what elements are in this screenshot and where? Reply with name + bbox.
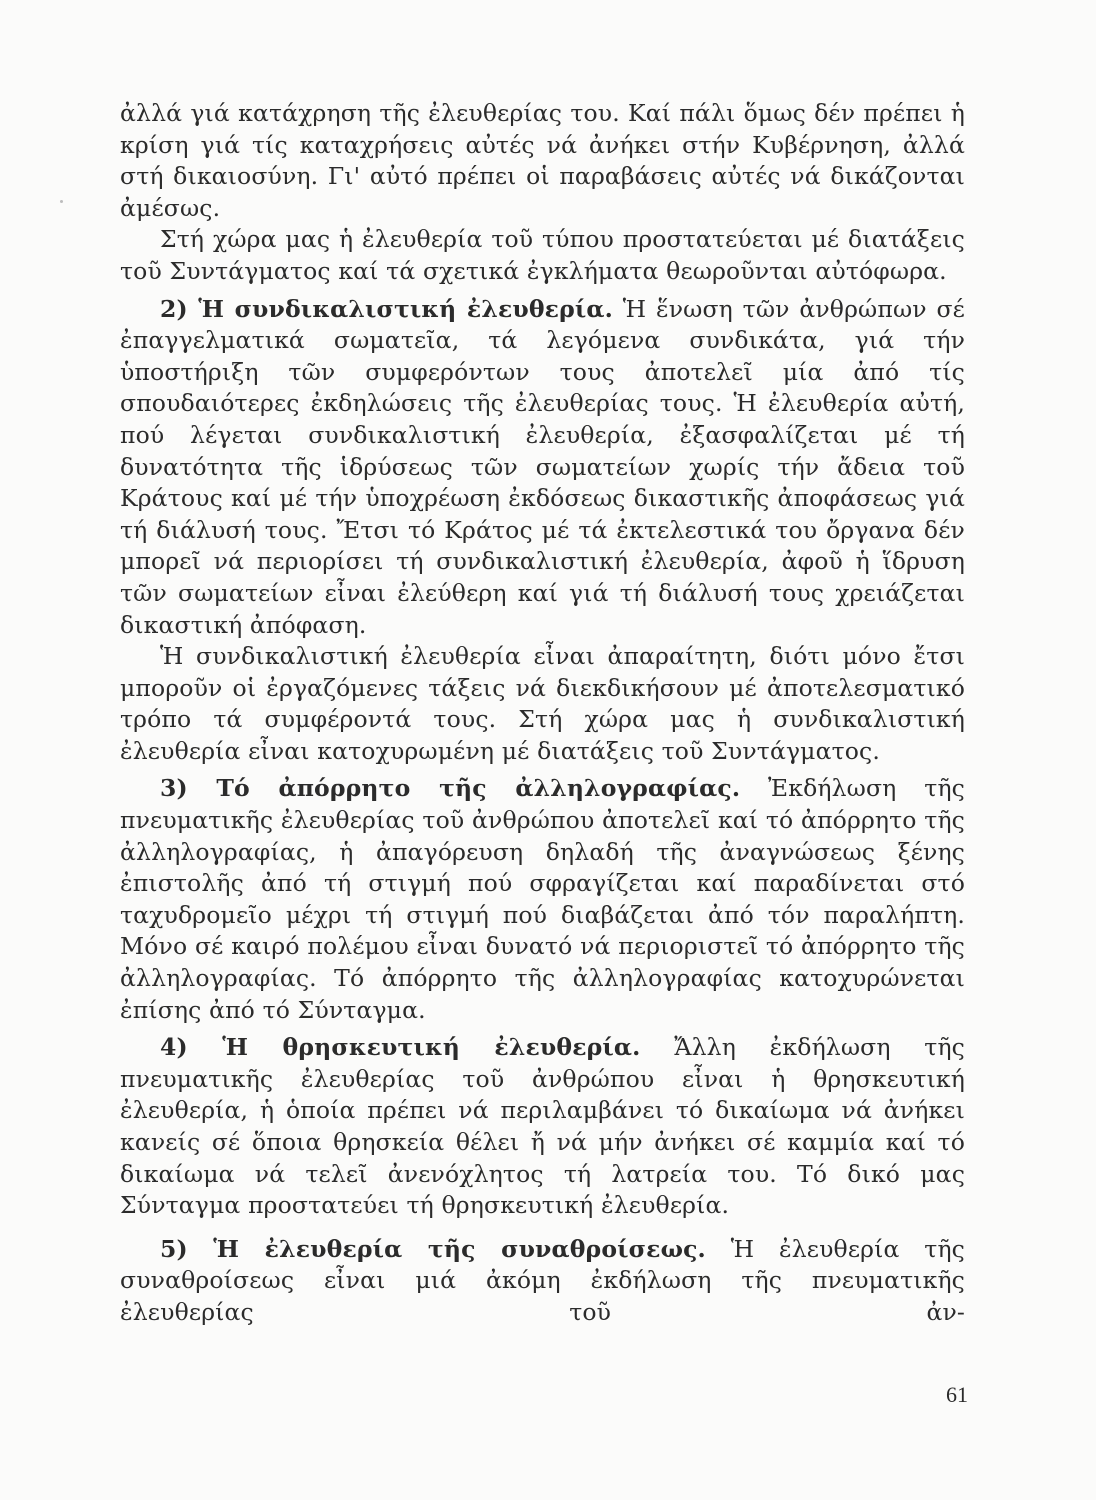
section-heading: 5) Ἡ ἐλευθερία τῆς συναθροίσεως. — [160, 1234, 706, 1263]
paragraph-text: ἀλλά γιά κατάχρηση τῆς ἐλευθερίας του. Καί πάλι ὅμως δέν πρέπει ἡ κρίση γιά τίς καταχρήσεις αὐτές νά ἀνήκει στήν Κυβέρνηση, ἀλλά στή δικαιοσύνη. Γι' αὐτό πρέπει οἱ παραβάσεις αὐτές νά δικάζονται ἀμέσως. — [120, 99, 965, 222]
paragraph-2 — [120, 224, 965, 287]
section-heading: 4) Ἡ θρησκευτική ἐλευθερία. — [160, 1033, 641, 1062]
section-heading: 2) Ἡ συνδικαλιστική ἐλευθερία. — [160, 294, 613, 323]
paragraph-6 — [120, 1032, 965, 1222]
margin-speck — [60, 200, 63, 203]
paragraph-text: Ἄλλη ἐκδήλωση τῆς πνευματικῆς ἐλευθερίας τοῦ ἀνθρώπου εἶναι ἡ θρησκευτική ἐλευθερία, ἡ ὁποία πρέπει νά περιλαμβάνει τό δικαίωμα νά ἀνήκει κανείς σέ ὅποια θρησκεία θέλει ἤ νά μήν ἀνήκει σέ καμμία καί τό δικαίωμα νά τελεῖ ἀνενόχλητος τή λατρεία του. Τό δικό μας Σύνταγμα προστατεύει τή θρησκευτική ἐλευθερία. — [120, 1033, 965, 1220]
paragraph-text: Ἡ ἐλευθερία τῆς συναθροίσεως εἶναι μιά ἀκόμη ἐκδήλωση τῆς πνευματικῆς ἐλευθερίας τοῦ ἀν- — [120, 1234, 965, 1326]
paragraph-4 — [120, 641, 965, 767]
section-heading: 3) Τό ἀπόρρητο τῆς ἀλληλογραφίας. — [160, 774, 741, 803]
paragraph-text: Ἡ ἕνωση τῶν ἀνθρώπων σέ ἐπαγγελματικά σωματεῖα, τά λεγόμενα συνδικάτα, γιά τήν ὑποστήριξη τῶν συμφερόντων τους ἀποτελεῖ μία ἀπό τίς σπουδαιότερες ἐκδηλώσεις τῆς ἐλευθερίας τους. Ἡ ἐλευθερία αὐτή, πού λέγεται συνδικαλιστική ἐλευθερία, ἐξασφαλίζεται μέ τή δυνατότητα τῆς ἱδρύσεως τῶν σωματείων χωρίς τήν ἄδεια τοῦ Κράτους καί μέ τήν ὑποχρέωση ἐκδόσεως δικαστικῆς ἀποφάσεως γιά τή διάλυσή τους. Ἔτσι τό Κράτος μέ τά ἐκτελεστικά του ὄργανα δέν μπορεῖ νά περιορίσει τή συνδικαλιστική ἐλευθερία, ἀφοῦ ἡ ἵδρυση τῶν σωματείων εἶναι ἐλεύθερη καί γιά τή διάλυσή τους χρειάζεται δικαστική ἀπόφαση. — [120, 294, 965, 639]
paragraph-text: Ἡ συνδικαλιστική ἐλευθερία εἶναι ἀπαραίτητη, διότι μόνο ἔτσι μποροῦν οἱ ἐργαζόμενες τάξεις νά διεκδικήσουν μέ ἀποτελεσματικό τρόπο τά συμφέροντά τους. Στή χώρα μας ἡ συνδικαλιστική ἐλευθερία εἶναι κατοχυρωμένη μέ διατάξεις τοῦ Συντάγματος. — [120, 642, 965, 765]
body-text — [120, 98, 965, 1329]
paragraph-text: Ἐκδήλωση τῆς πνευματικῆς ἐλευθερίας τοῦ ἀνθρώπου ἀποτελεῖ καί τό ἀπόρρητο τῆς ἀλληλογραφίας, ἡ ἀπαγόρευση δηλαδή τῆς ἀναγνώσεως ξένης ἐπιστολῆς ἀπό τή στιγμή πού σφραγίζεται καί παραδίνεται στό ταχυδρομεῖο μέχρι τή στιγμή πού διαβάζεται ἀπό τόν παραλήπτη. Μόνο σέ καιρό πολέμου εἶναι δυνατό νά περιοριστεῖ τό ἀπόρρητο τῆς ἀλληλογραφίας. Τό ἀπόρρητο τῆς ἀλληλογραφίας κατοχυρώνεται ἐπίσης ἀπό τό Σύνταγμα. — [120, 774, 965, 1024]
paragraph-1 — [120, 98, 965, 224]
paragraph-7 — [120, 1234, 965, 1329]
paragraph-3 — [120, 294, 965, 642]
paragraph-5 — [120, 773, 965, 1026]
paragraph-text: Στή χώρα μας ἡ ἐλευθερία τοῦ τύπου προστατεύεται μέ διατάξεις τοῦ Συντάγματος καί τά σχετικά ἐγκλήματα θεωροῦνται αὐτόφωρα. — [120, 225, 965, 285]
page-number: 61 — [946, 1382, 968, 1407]
